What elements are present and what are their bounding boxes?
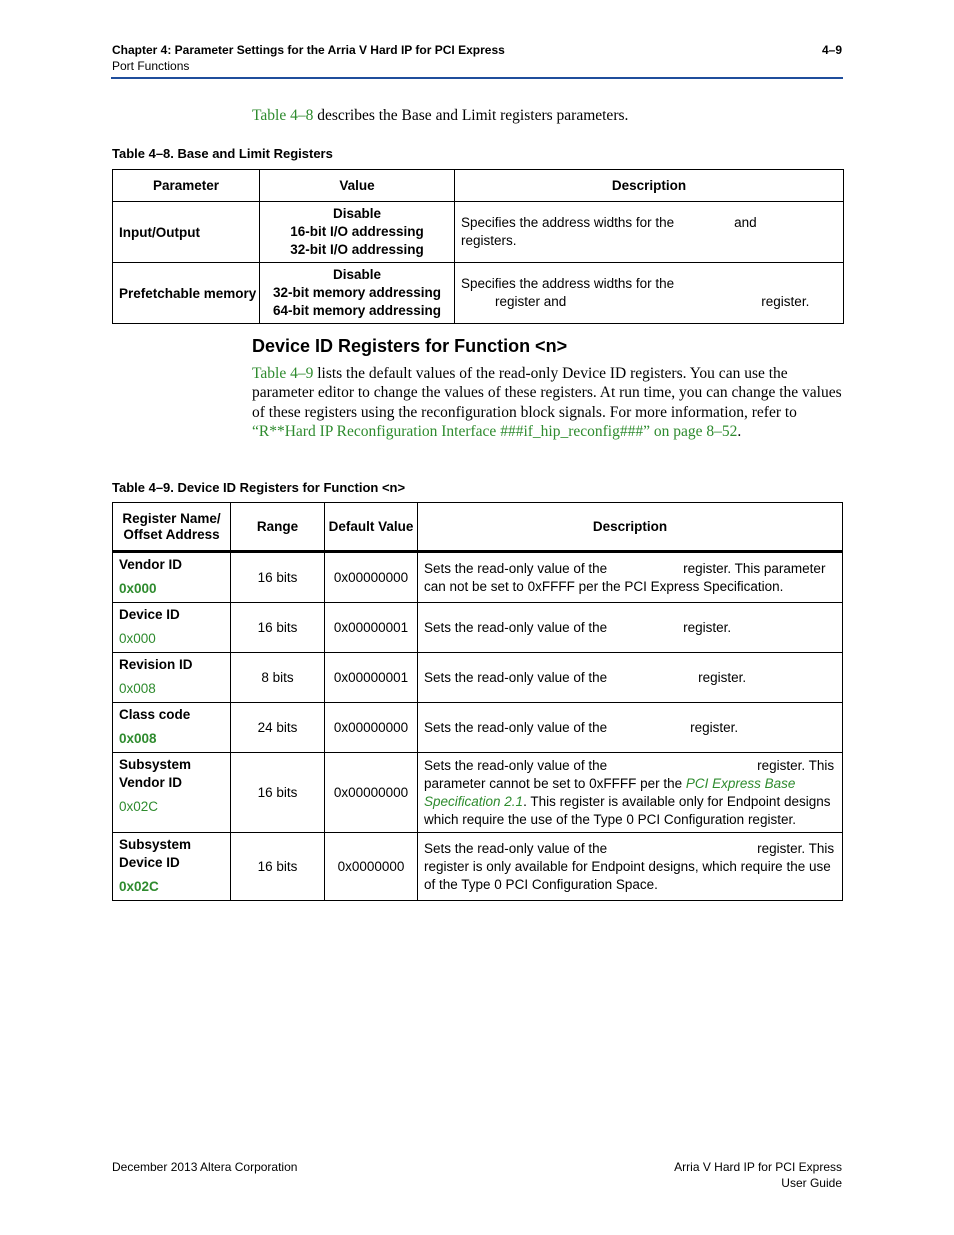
offset-address-link[interactable]: 0x000 [119, 581, 157, 596]
offset-address-link[interactable]: 0x008 [119, 681, 156, 696]
desc-text: Sets the read-only value of the [424, 619, 608, 635]
default-value-cell: 0x00000000 [325, 703, 418, 753]
device-id-registers-table [112, 502, 843, 901]
default-value-cell: 0x00000000 [325, 552, 418, 603]
table2-caption: Table 4–9. Device ID Registers for Function <n> [112, 480, 406, 495]
register-name: Subsystem Vendor ID [119, 757, 192, 790]
table2-header-range: Range [231, 503, 325, 552]
table-4-8-link[interactable]: Table 4–8 [252, 107, 314, 124]
table-row [113, 703, 843, 753]
table-row [113, 202, 844, 263]
value-option: Disable [332, 267, 382, 282]
desc-text: registers. [461, 233, 517, 248]
pci-spec-link[interactable]: PCI Express Base Specification 2.1 [424, 775, 796, 809]
desc-text: register. [698, 669, 747, 685]
desc-text: register. [761, 294, 810, 309]
offset-address-link[interactable]: 0x000 [119, 631, 156, 646]
page-header-title: Chapter 4: Parameter Settings for the Arria V Hard IP for PCI Express [112, 43, 505, 57]
table1-param: Prefetchable memory [113, 263, 260, 324]
table1-header-description: Description [455, 170, 844, 202]
desc-text: register. [690, 719, 739, 735]
base-limit-registers-table [112, 169, 844, 324]
table2-header-name: Register Name/ Offset Address [113, 503, 231, 552]
header-rule [111, 77, 843, 79]
description-cell [418, 703, 843, 753]
desc-text: Sets the read-only value of the [424, 840, 608, 856]
range-cell: 16 bits [231, 753, 325, 833]
table1-param: Input/Output [113, 202, 260, 263]
register-name: Class code [119, 707, 191, 722]
table-row [113, 753, 843, 833]
desc-text: register. This parameter can not be set to 0xFFFF per the PCI Express Specification. [424, 560, 826, 594]
default-value-cell: 0x00000001 [325, 653, 418, 703]
desc-text: register. This register is only available for Endpoint designs, which require the use of the Type 0 PCI Configuration Space. [424, 840, 835, 892]
table-row [113, 552, 843, 603]
footer-left: December 2013 Altera Corporation [112, 1160, 298, 1174]
offset-address-link[interactable]: 0x008 [119, 731, 157, 746]
table-row [113, 653, 843, 703]
register-name-cell [113, 653, 231, 703]
register-name: Device ID [119, 607, 180, 622]
footer-document-type: User Guide [781, 1176, 842, 1190]
offset-address-link[interactable]: 0x02C [119, 799, 159, 814]
intro-paragraph [252, 107, 628, 125]
desc-text: Sets the read-only value of the [424, 719, 608, 735]
table-row [113, 263, 844, 324]
desc-text: register. This parameter cannot be set to 0xFFFF per the [424, 757, 835, 791]
desc-text: register and [495, 294, 567, 309]
intro-text: describes the Base and Limit registers parameters. [313, 107, 629, 124]
range-cell: 16 bits [231, 833, 325, 901]
range-cell: 16 bits [231, 552, 325, 603]
table2-header-description: Description [418, 503, 843, 552]
default-value-cell: 0x00000000 [325, 753, 418, 833]
description-cell [418, 552, 843, 603]
description-cell [418, 653, 843, 703]
table1-header-value: Value [260, 170, 455, 202]
default-value-cell: 0x0000000 [325, 833, 418, 901]
value-option: Disable [332, 206, 382, 221]
register-name-cell [113, 703, 231, 753]
default-value-cell: 0x00000001 [325, 603, 418, 653]
value-option: 16-bit I/O addressing [290, 224, 424, 239]
table1-values [260, 263, 455, 324]
desc-text: Specifies the address widths for the [461, 215, 675, 230]
value-option: 64-bit memory addressing [272, 303, 442, 318]
desc-text: Sets the read-only value of the [424, 757, 608, 773]
section-heading: Device ID Registers for Function <n> [252, 336, 568, 356]
value-option: 32-bit memory addressing [272, 285, 442, 300]
table-row [113, 833, 843, 901]
table1-values [260, 202, 455, 263]
desc-text: Sets the read-only value of the [424, 560, 608, 576]
paragraph-text: lists the default values of the read-only Device ID registers. You can use the parameter editor to change the values of these registers. At run time, you can change the values of these registers using the reconfiguration block signals. For more information, refer to [252, 365, 842, 421]
description-cell [418, 603, 843, 653]
register-name-cell [113, 833, 231, 901]
register-name: Revision ID [119, 657, 193, 672]
table2-header-default: Default Value [325, 503, 418, 552]
register-name-cell [113, 753, 231, 833]
page-header-subtitle: Port Functions [112, 59, 190, 73]
description-cell [418, 833, 843, 901]
desc-text: Specifies the address widths for the [461, 276, 675, 291]
section-paragraph [252, 364, 844, 442]
table-4-9-link[interactable]: Table 4–9 [252, 365, 314, 382]
table1-description [455, 202, 844, 263]
desc-text: . This register is available only for Endpoint designs which require the use of the Type 0 PCI Configuration register. [424, 793, 831, 827]
footer-document-title: Arria V Hard IP for PCI Express [674, 1160, 842, 1174]
desc-text: and [734, 215, 757, 230]
table1-header-parameter: Parameter [113, 170, 260, 202]
register-name-cell [113, 552, 231, 603]
desc-text: register. [683, 619, 732, 635]
table1-caption: Table 4–8. Base and Limit Registers [112, 146, 333, 161]
reconfig-interface-link[interactable]: “R**Hard IP Reconfiguration Interface ###if_hip_reconfig###” on page 8–52 [252, 423, 738, 441]
table-row [113, 603, 843, 653]
range-cell: 8 bits [231, 653, 325, 703]
range-cell: 16 bits [231, 603, 325, 653]
register-name-cell [113, 603, 231, 653]
table1-description [455, 263, 844, 324]
desc-text: Sets the read-only value of the [424, 669, 608, 685]
value-option: 32-bit I/O addressing [290, 242, 424, 257]
page-number: 4–9 [821, 43, 842, 57]
register-name: Vendor ID [119, 557, 183, 572]
register-name: Subsystem Device ID [119, 837, 192, 870]
paragraph-text: . [737, 423, 742, 441]
range-cell: 24 bits [231, 703, 325, 753]
offset-address-link[interactable]: 0x02C [119, 879, 159, 894]
description-cell [418, 753, 843, 833]
